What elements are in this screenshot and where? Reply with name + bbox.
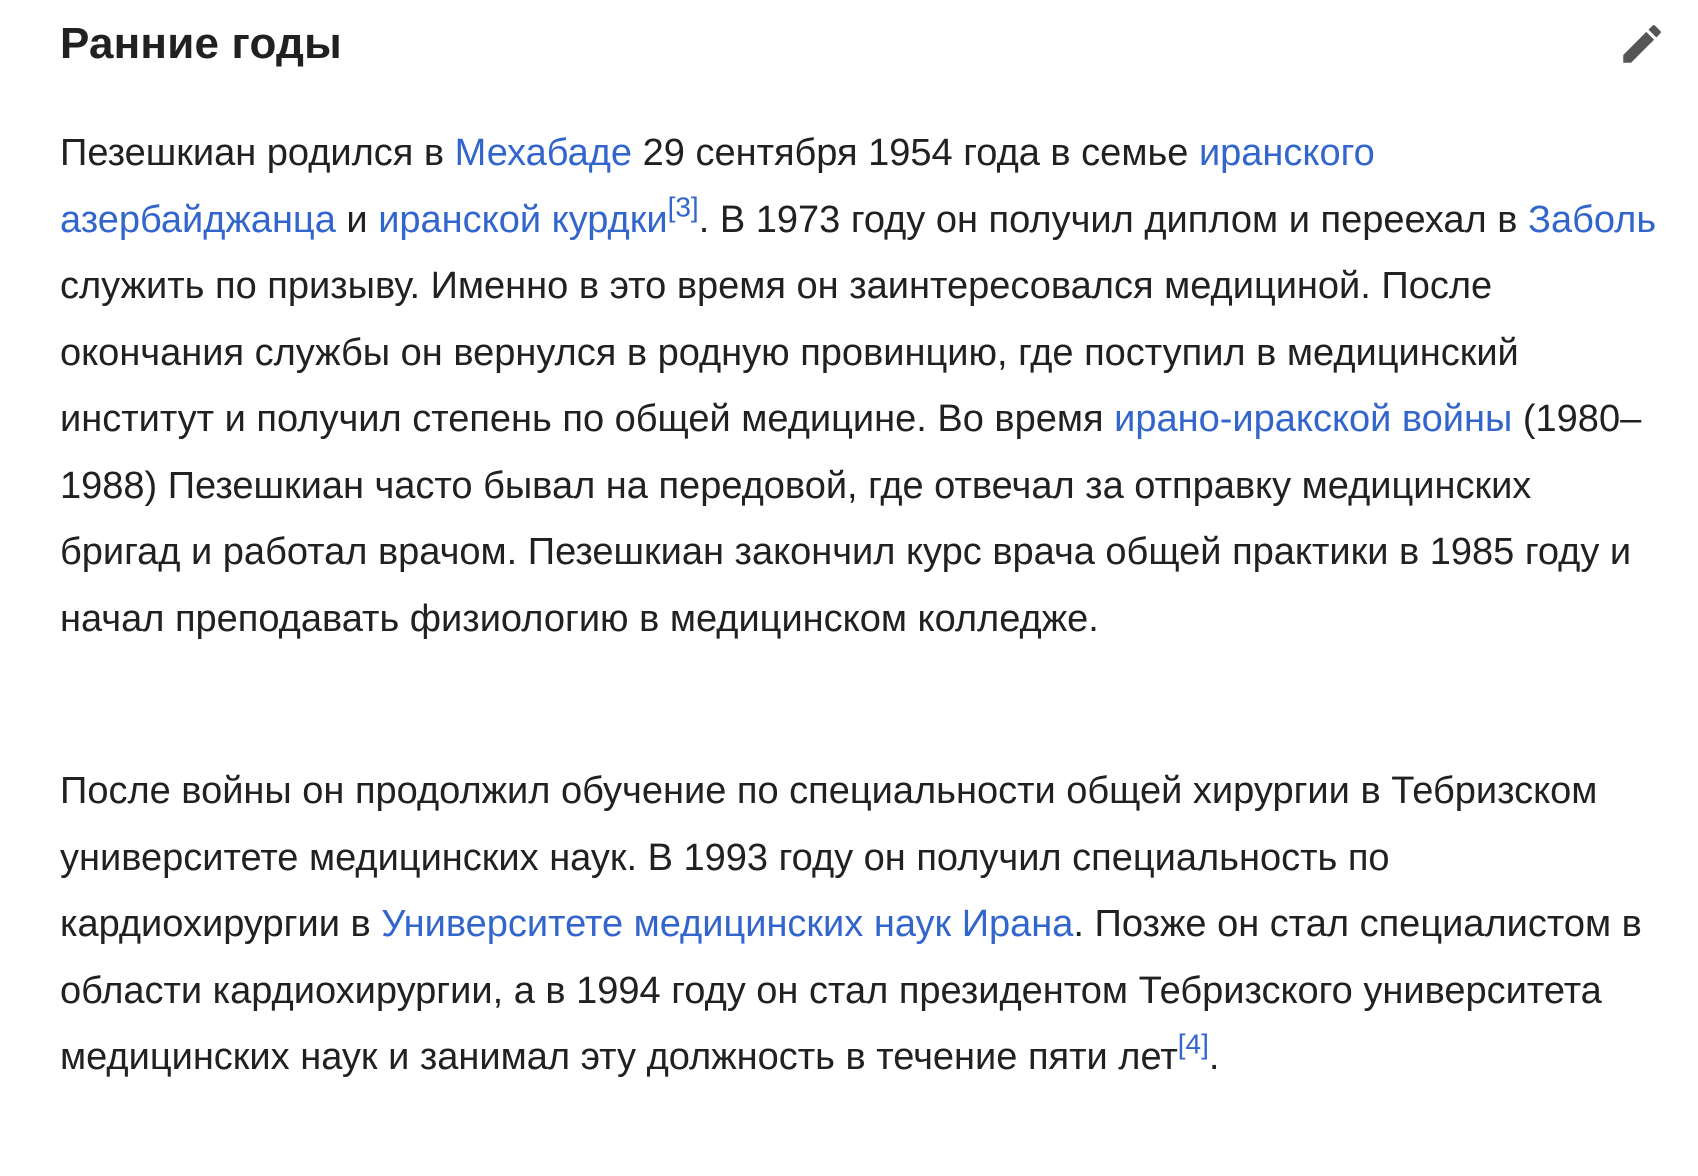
text-run: После войны он продолжил обучение по специальности общей хирургии в Тебризском университете медицинских наук. В 1993 году он получил специальность по кардиохирургии в [60, 770, 1598, 945]
link-iran-iraq-war[interactable]: ирано-иракской войны [1114, 398, 1513, 440]
text-run: Пезешкиан родился в [60, 132, 455, 174]
text-run: служить по призыву. Именно в это время он заинтересовался медициной. После окончания службы он вернулся в родную провинцию, где поступил в медицинский институт и получил степень по общей медицине. Во время [60, 265, 1519, 440]
text-run: 29 сентября 1954 года в семье [632, 132, 1199, 174]
link-mahabad[interactable]: Мехабаде [454, 132, 633, 174]
text-run: . В 1973 году он получил диплом и переехал в [698, 198, 1528, 241]
section-title: Ранние годы [60, 19, 342, 68]
text-run: . [1208, 1036, 1220, 1078]
link-iran-university-medical-sciences[interactable]: Университете медицинских наук Ирана [381, 903, 1074, 945]
pencil-icon [1617, 19, 1667, 74]
edit-section-button[interactable] [1614, 18, 1670, 74]
section-header [60, 14, 1670, 84]
text-run: . Позже он стал специалистом в области кардиохирургии, а в 1994 году он стал президентом Тебризского университета медицинских наук и занимал эту должность в течение пяти лет [60, 903, 1642, 1078]
text-run: и [335, 198, 379, 241]
link-iranian-azerbaijani[interactable]: иранского азербайджанца [60, 132, 1375, 241]
link-iranian-kurd[interactable]: иранской курдки [378, 198, 668, 241]
reference-4[interactable]: [4] [1177, 1028, 1209, 1060]
reference-3[interactable]: [3] [667, 191, 699, 223]
text-run: (1980–1988) Пезешкиан часто бывал на передовой, где отвечал за отправку медицинских бригад и работал врачом. Пезешкиан закончил курс врача общей практики в 1985 году и начал преподавать физиологию в медицинском колледже. [60, 398, 1642, 640]
paragraph-career [60, 758, 1660, 1091]
paragraph-early-life [60, 120, 1660, 652]
link-zabol[interactable]: Заболь [1528, 198, 1657, 241]
